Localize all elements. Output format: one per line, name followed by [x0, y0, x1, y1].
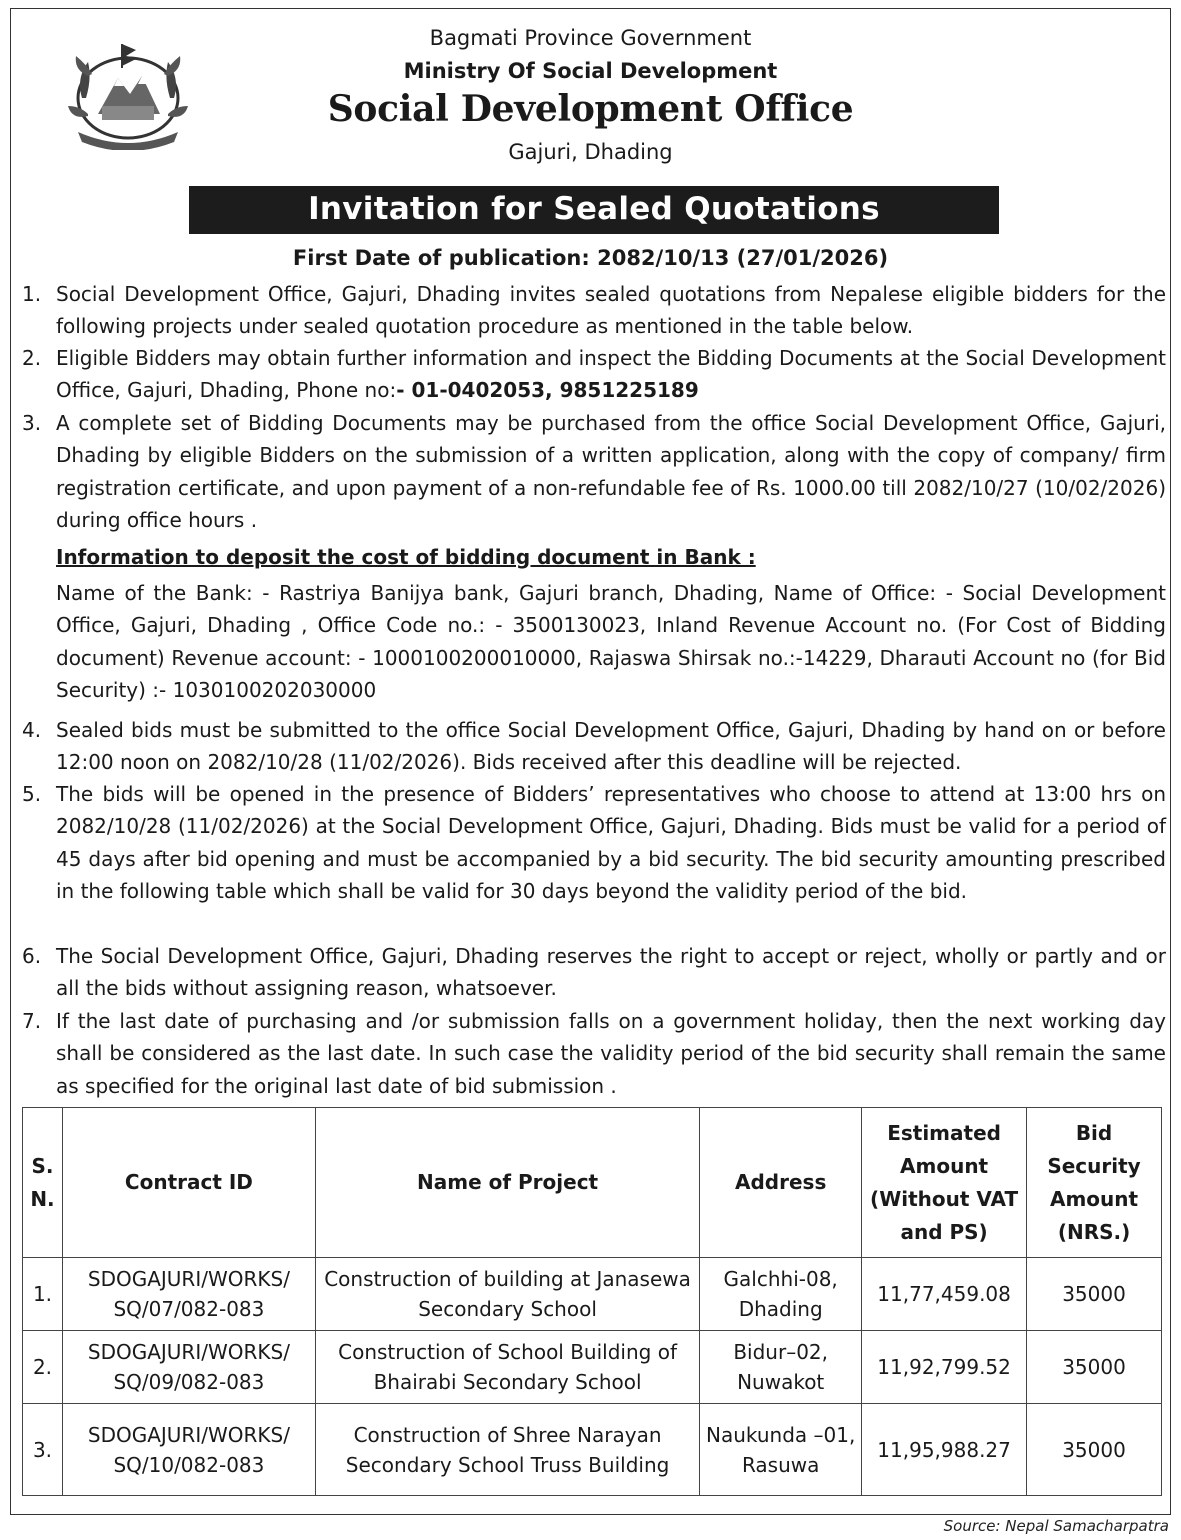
government-name: Bagmati Province Government: [429, 26, 752, 50]
projects-table: [22, 1107, 1162, 1496]
col-header-sn: S. N.: [23, 1108, 63, 1258]
cell-amount: 11,77,459.08: [862, 1258, 1027, 1331]
cell-amount: 11,92,799.52: [862, 1331, 1027, 1404]
cell-sn: 2.: [23, 1331, 63, 1404]
phone-numbers: - 01-0402053, 9851225189: [396, 378, 699, 403]
cell-contract-id: SDOGAJURI/WORKS/ SQ/07/082-083: [62, 1258, 315, 1331]
cell-security: 35000: [1027, 1331, 1162, 1404]
clause-6: [22, 940, 1166, 1005]
clause-text: Sealed bids must be submitted to the office Social Development Office, Gajuri, Dhading by hand on or before 12:00 noon on 2082/10/28 (11/02/2026). Bids received after this deadline will be rejected.: [56, 718, 1166, 775]
source-credit: Source: Nepal Samacharpatra: [943, 1517, 1169, 1535]
clause-3: [22, 407, 1166, 536]
clause-number: 2.: [22, 346, 42, 370]
table-row: [23, 1404, 1162, 1496]
cell-contract-id: SDOGAJURI/WORKS/ SQ/10/082-083: [62, 1404, 315, 1496]
cell-address: Naukunda –01, Rasuwa: [700, 1404, 862, 1496]
office-name: Social Development Office: [327, 88, 854, 130]
clause-2: [22, 342, 1166, 407]
clause-number: 5.: [22, 782, 42, 806]
clause-text: The bids will be opened in the presence of Bidders’ representatives who choose to attend at 13:00 hrs on 2082/10/28 (11/02/2026) at the Social Development Office, Gajuri, Dhading. Bids must be valid for a period of 45 days after bid opening and must be accompanied by a bid security. The bid security amounting prescribed in the following table which shall be valid for 30 days beyond the validity period of the bid.: [56, 782, 1166, 903]
col-header-bid-security: Bid Security Amount (NRS.): [1027, 1108, 1162, 1258]
cell-amount: 11,95,988.27: [862, 1404, 1027, 1496]
cell-sn: 1.: [23, 1258, 63, 1331]
cell-address: Galchhi-08, Dhading: [700, 1258, 862, 1331]
table-row: [23, 1258, 1162, 1331]
col-header-address: Address: [700, 1108, 862, 1258]
clause-text: If the last date of purchasing and /or submission falls on a government holiday, then the next working day shall be considered as the last date. In such case the validity period of the bid security shall remain the same as specified for the original last date of bid submission .: [56, 1009, 1166, 1098]
publication-date: First Date of publication: 2082/10/13 (27/01/2026): [292, 246, 889, 270]
clause-number: 4.: [22, 718, 42, 742]
table-row: [23, 1331, 1162, 1404]
bank-info-text: Name of the Bank: - Rastriya Banijya bank, Gajuri branch, Dhading, Name of Office: - Social Development Office, Gajuri, Dhading , Office Code no.: - 3500130023, Inland Revenue Account no. (For Cost of Bidding document) Revenue account: - 1000100200010000, Rajaswa Shirsak no.:-14229, Dharauti Account no (for Bid Security) :- 1030100202030000: [56, 581, 1166, 702]
cell-contract-id: SDOGAJURI/WORKS/ SQ/09/082-083: [62, 1331, 315, 1404]
clause-4: [22, 714, 1166, 779]
clause-number: 6.: [22, 944, 42, 968]
clause-number: 1.: [22, 282, 42, 306]
office-location: Gajuri, Dhading: [508, 140, 673, 164]
cell-project: Construction of School Building of Bhairabi Secondary School: [315, 1331, 699, 1404]
cell-sn: 3.: [23, 1404, 63, 1496]
clause-5: [22, 778, 1166, 907]
cell-project: Construction of building at Janasewa Secondary School: [315, 1258, 699, 1331]
cell-address: Bidur–02, Nuwakot: [700, 1331, 862, 1404]
clause-text: [56, 342, 1166, 407]
bank-info-heading: Information to deposit the cost of bidding document in Bank :: [56, 545, 756, 569]
ministry-name: Ministry Of Social Development: [403, 59, 778, 83]
clause-number: 7.: [22, 1009, 42, 1033]
clause-7: [22, 1005, 1166, 1102]
clause-1: [22, 278, 1166, 343]
clause-2-text: Eligible Bidders may obtain further information and inspect the Bidding Documents at the Social Development Office, Gajuri, Dhading, Phone no:: [56, 346, 1166, 403]
clause-text: Social Development Office, Gajuri, Dhading invites sealed quotations from Nepalese eligible bidders for the following projects under sealed quotation procedure as mentioned in the table below.: [56, 282, 1166, 339]
clause-number: 3.: [22, 411, 42, 435]
cell-project: Construction of Shree Narayan Secondary School Truss Building: [315, 1404, 699, 1496]
cell-security: 35000: [1027, 1258, 1162, 1331]
clause-text: A complete set of Bidding Documents may be purchased from the office Social Development Office, Gajuri, Dhading by eligible Bidders on the submission of a written application, along with the copy of company/ firm registration certificate, and upon payment of a non-refundable fee of Rs. 1000.00 till 2082/10/27 (10/02/2026) during office hours .: [56, 411, 1166, 532]
table-header-row: [23, 1108, 1162, 1258]
clause-text: The Social Development Office, Gajuri, Dhading reserves the right to accept or reject, wholly or partly and or all the bids without assigning reason, whatsoever.: [56, 944, 1166, 1001]
notice-title: Invitation for Sealed Quotations: [189, 186, 999, 234]
col-header-estimated-amount: Estimated Amount (Without VAT and PS): [862, 1108, 1027, 1258]
col-header-project: Name of Project: [315, 1108, 699, 1258]
col-header-contract-id: Contract ID: [62, 1108, 315, 1258]
cell-security: 35000: [1027, 1404, 1162, 1496]
